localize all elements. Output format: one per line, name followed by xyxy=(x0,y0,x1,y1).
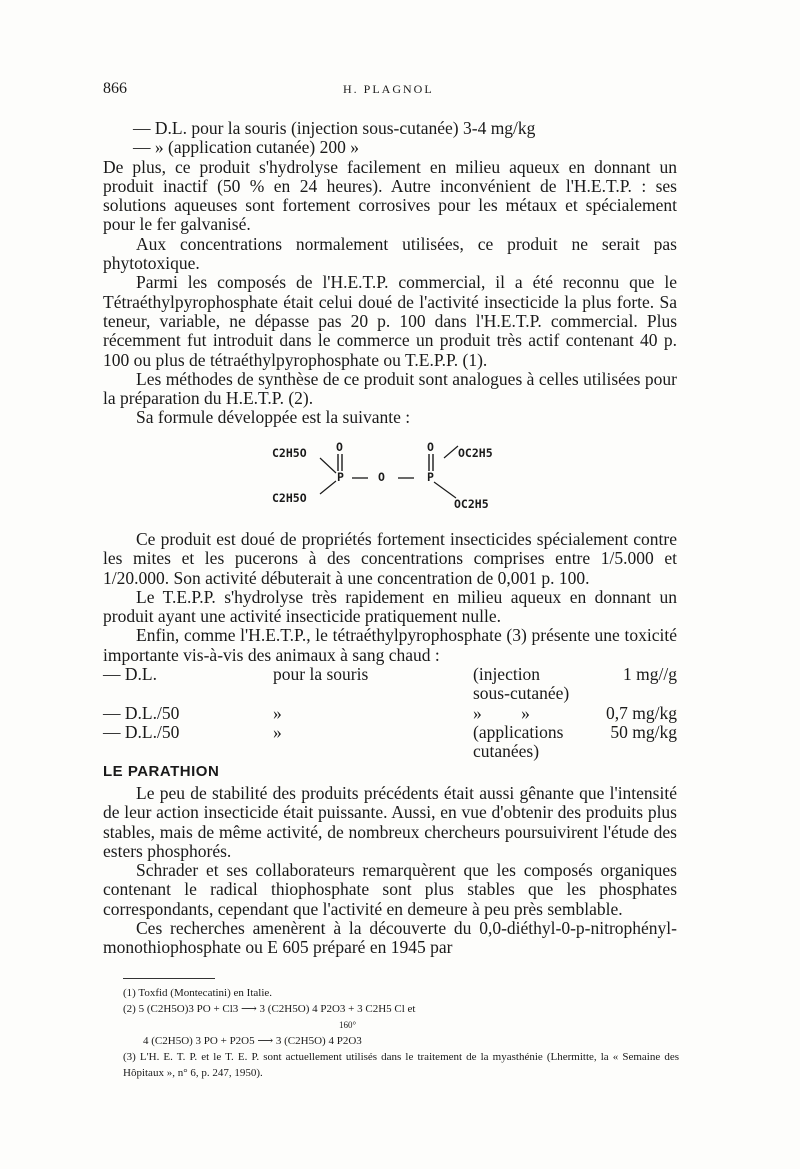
footnote-rule xyxy=(123,978,215,979)
footnote: (3) L'H. E. T. P. et le T. E. P. sont actuellement utilisés dans le traitement de la myasthénie (Lhermitte, la « Semaine des Hôpitaux », n° 6, p. 247, 1950). xyxy=(123,1051,679,1079)
formula-group-right-bottom: OC2H5 xyxy=(454,497,489,511)
text-block-b xyxy=(103,530,677,762)
text-block-a xyxy=(103,119,677,428)
paragraph: Les méthodes de synthèse de ce produit sont analogues à celles utilisées pour la préparation du H.E.T.P. (2). xyxy=(103,368,677,409)
footnote-temperature: 160° xyxy=(339,1020,357,1030)
footnotes xyxy=(103,985,679,1081)
toxicity-dose: 0,7 mg/kg xyxy=(606,702,677,723)
toxicity-route: » » xyxy=(473,702,530,723)
structural-formula xyxy=(262,438,522,518)
toxicity-label: — D.L./50 xyxy=(103,702,180,723)
formula-group-left-bottom: C2H5O xyxy=(272,491,307,505)
dl-line: — » (application cutanée) 200 » xyxy=(133,137,359,158)
paragraph: Aux concentrations normalement utilisées, ce produit ne serait pas phytotoxique. xyxy=(103,233,677,274)
formula-phosphorus-right: P xyxy=(427,470,434,484)
toxicity-label: — D.L. xyxy=(103,664,157,685)
dl-line: — D.L. pour la souris (injection sous-cutanée) 3-4 mg/kg xyxy=(133,118,536,138)
footnote: 4 (C2H5O) 3 PO + P2O5 ⟶ 3 (C2H5O) 4 P2O3 xyxy=(143,1035,362,1047)
paragraph: Enfin, comme l'H.E.T.P., le tétraéthylpyrophosphate (3) présente une toxicité importante vis-à-vis des animaux à sang chaud : xyxy=(103,625,677,665)
toxicity-label: — D.L./50 xyxy=(103,721,180,742)
toxicity-row xyxy=(103,704,677,723)
text-block-c xyxy=(103,784,677,958)
formula-bridge-oxygen: O xyxy=(378,470,385,484)
page-header xyxy=(103,80,680,102)
toxicity-dose: 1 mg//g xyxy=(623,664,677,685)
paragraph: Ce produit est doué de propriétés fortement insecticides spécialement contre les mites et les pucerons à des concentrations comprises entre 1/5.000 et 1/20.000. Son activité débuterait à une concentration de 0,001 p. 100. xyxy=(103,529,677,588)
formula-oxygen: O xyxy=(336,440,343,454)
formula-group-right-top: OC2H5 xyxy=(458,446,493,460)
formula-phosphorus-left: P xyxy=(337,470,344,484)
toxicity-route: (applications cutanées) xyxy=(473,721,564,762)
toxicity-subject: » xyxy=(273,702,282,723)
paragraph: Le peu de stabilité des produits précédents était aussi gênante que l'intensité de leur action insecticide était puissante. Aussi, en vue d'obtenir des produits plus stables, mais de même activité, de nombreux chercheurs poursuivirent l'étude des esters phosphorés. xyxy=(103,783,677,861)
paragraph: Ces recherches amenèrent à la découverte du 0,0-diéthyl-0-p-nitrophényl-monothiophosphate ou E 605 préparé en 1945 par xyxy=(103,918,677,958)
page-number: 866 xyxy=(103,80,127,97)
paragraph: Parmi les composés de l'H.E.T.P. commercial, il a été reconnu que le Tétraéthylpyrophosphate était celui doué de l'activité insecticide la plus forte. Sa teneur, variable, ne dépasse pas 20 p. 100 dans l'H.E.T.P. commercial. Plus récemment fut introduit dans le commerce un produit très actif contenant 40 p. 100 ou plus de tétraéthylpyrophosphate ou T.E.P.P. (1). xyxy=(103,272,677,370)
toxicity-subject: » xyxy=(273,721,282,742)
toxicity-subject: pour la souris xyxy=(273,664,369,685)
toxicity-row xyxy=(103,665,677,704)
toxicity-dose: 50 mg/kg xyxy=(610,721,677,742)
section-title: LE PARATHION xyxy=(103,763,220,780)
toxicity-row xyxy=(103,723,677,762)
paragraph: Sa formule développée est la suivante : xyxy=(136,407,411,428)
running-head: H. PLAGNOL xyxy=(343,82,434,96)
paragraph: De plus, ce produit s'hydrolyse facilement en milieu aqueux en donnant un produit inactif (50 % en 24 heures). Autre inconvénient de l'H.E.T.P. : ses solutions aqueuses sont fortement corrosives pour les métaux et spécialement pour le fer galvanisé. xyxy=(103,156,677,235)
toxicity-route: (injection sous-cutanée) xyxy=(473,664,570,704)
paragraph: Le T.E.P.P. s'hydrolyse très rapidement en milieu aqueux en donnant un produit ayant une activité insecticide pratiquement nulle. xyxy=(103,586,677,627)
footnote: (1) Toxfid (Montecatini) en Italie. xyxy=(123,987,273,999)
formula-group-left-top: C2H5O xyxy=(272,446,307,460)
paragraph: Schrader et ses collaborateurs remarquèrent que les composés organiques contenant le radical thiophosphate sont plus stables que les phosphates correspondants, cependant que l'activité en demeure à peu près semblable. xyxy=(103,860,677,919)
footnote: (2) 5 (C2H5O)3 PO + Cl3 ⟶ 3 (C2H5O) 4 P2O3 + 3 C2H5 Cl et xyxy=(123,1003,416,1015)
formula-oxygen: O xyxy=(427,440,434,454)
